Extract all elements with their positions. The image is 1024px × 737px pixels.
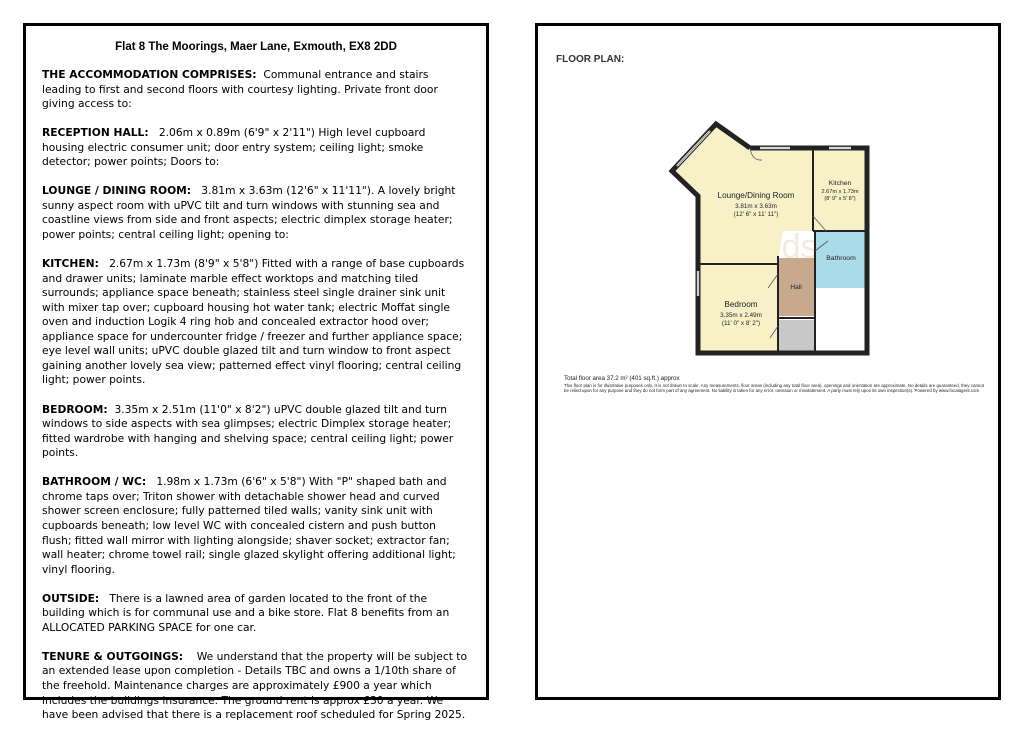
kitchen-label: Kitchen	[828, 180, 852, 187]
section-accommodation	[42, 68, 468, 112]
section-reception-hall	[42, 126, 468, 170]
store-room	[779, 320, 814, 351]
hall-label: Hall	[790, 284, 802, 291]
section-text: We understand that the property will be subject to an extended lease upon completion - Details TBC and owns a 1/10th share of the freehold. Maintenance charges are approximately £900 a year which includes the buildings insurance. The ground rent is approx £30 a year. We have been advised that there is a replacement roof scheduled for Spring 2025.	[42, 649, 468, 722]
section-bathroom	[42, 475, 468, 577]
floorplan-heading: FLOOR PLAN:	[556, 54, 625, 65]
section-tenure	[42, 650, 468, 723]
section-text: There is a lawned area of garden located to the front of the building which is for communal use and a bike store. Flat 8 benefits from an ALLOCATED PARKING SPACE for one car.	[42, 591, 450, 634]
section-heading: THE ACCOMMODATION COMPRISES:	[42, 68, 257, 81]
floorplan-drawing	[538, 26, 998, 426]
floorplan-disclaimer: This floor plan is for illustrative purposes only. It is not drawn to scale. Any measurements, floor areas (including any total floor area), openings and orientation are approximate. No details are guaranteed, they cannot be relied upon for any purpose and they do not form part of any agreement. No liability is taken for any error, omission or misstatement. A party must rely upon its own inspection(s). Powered by www.focalagent.com	[564, 383, 984, 394]
bedroom-label: Bedroom	[724, 300, 758, 309]
section-heading: KITCHEN:	[42, 257, 99, 271]
section-text: 3.81m x 3.63m (12'6" x 11'11"). A lovely bright sunny aspect room with uPVC tilt and turn windows with stunning sea and coastline views from side and front aspects; electric dimplex storage heater; power points; central ceiling light; opening to:	[42, 184, 456, 242]
property-title: Flat 8 The Moorings, Maer Lane, Exmouth, EX8 2DD	[115, 41, 397, 53]
bedroom-dim-imperial: (11' 0" x 8' 2")	[721, 320, 761, 327]
section-heading: OUTSIDE:	[42, 591, 100, 605]
section-outside	[42, 592, 468, 636]
section-text: 3.35m x 2.51m (11'0" x 8'2") uPVC double glazed tilt and turn windows to side aspects with sea glimpses; electric Dimplex storage heater; fitted wardrobe with hanging and shelving space; central ceiling light; power points.	[42, 402, 454, 460]
section-heading: BEDROOM:	[42, 402, 108, 416]
floorplan-panel	[535, 23, 1001, 700]
kitchen-dim-imperial: (8' 9" x 5' 8")	[824, 196, 856, 202]
bathroom-label: Bathroom	[826, 255, 856, 262]
section-heading: RECEPTION HALL:	[42, 126, 149, 140]
description-panel	[23, 23, 489, 722]
floorplan-footer	[564, 375, 984, 394]
section-lounge	[42, 184, 468, 242]
description-body	[42, 68, 468, 737]
section-heading: LOUNGE / DINING ROOM:	[42, 184, 192, 198]
bedroom-dim-metric: 3.35m x 2.49m	[720, 312, 762, 319]
kitchen-dim-metric: 2.67m x 1.73m	[821, 189, 859, 195]
section-heading: TENURE & OUTGOINGS:	[42, 649, 184, 663]
section-heading: BATHROOM / WC:	[42, 475, 147, 489]
lounge-dim-imperial: (12' 6" x 11' 11")	[733, 211, 779, 218]
section-kitchen	[42, 257, 468, 388]
section-text: 2.06m x 0.89m (6'9" x 2'11") High level cupboard housing electric consumer unit; door entry system; ceiling light; smoke detector; power points; Doors to:	[42, 126, 426, 169]
section-text: 1.98m x 1.73m (6'6" x 5'8") With "P" shaped bath and chrome taps over; Triton shower with detachable shower head and curved shower screen enclosure; fully patterned tiled walls; vanity sink unit with cupboards beneath; low level WC with concealed cistern and push button flush; fitted wall mirror with lighting alongside; shaver socket; extractor fan; wall heater; chrome towel rail; single glazed skylight offering additional light; vinyl flooring.	[42, 475, 456, 576]
total-floor-area: Total floor area 37.2 m² (401 sq.ft.) approx	[564, 375, 680, 382]
section-bedroom	[42, 403, 468, 461]
lounge-label: Lounge/Dining Room	[717, 191, 795, 200]
section-text: 2.67m x 1.73m (8'9" x 5'8") Fitted with a range of base cupboards and drawer units; laminate marble effect worktops and matching tiled surrounds; appliance space beneath; stainless steel single drainer sink unit with mixer tap over; cupboard housing hot water tank; electric Moffat single oven and induction Logik 4 ring hob and concealed extractor hood over; appliance space for undercounter fridge / freezer and further appliance space; eye level wall units; uPVC double glazed tilt and turn window to front aspect gaining another lovely sea view; patterned effect vinyl flooring; central ceiling light; power points.	[42, 257, 465, 387]
section-text: Communal entrance and stairs leading to first and second floors with courtesy lighting. Private front door giving access to:	[42, 68, 438, 111]
lounge-dim-metric: 3.81m x 3.63m	[735, 203, 777, 210]
